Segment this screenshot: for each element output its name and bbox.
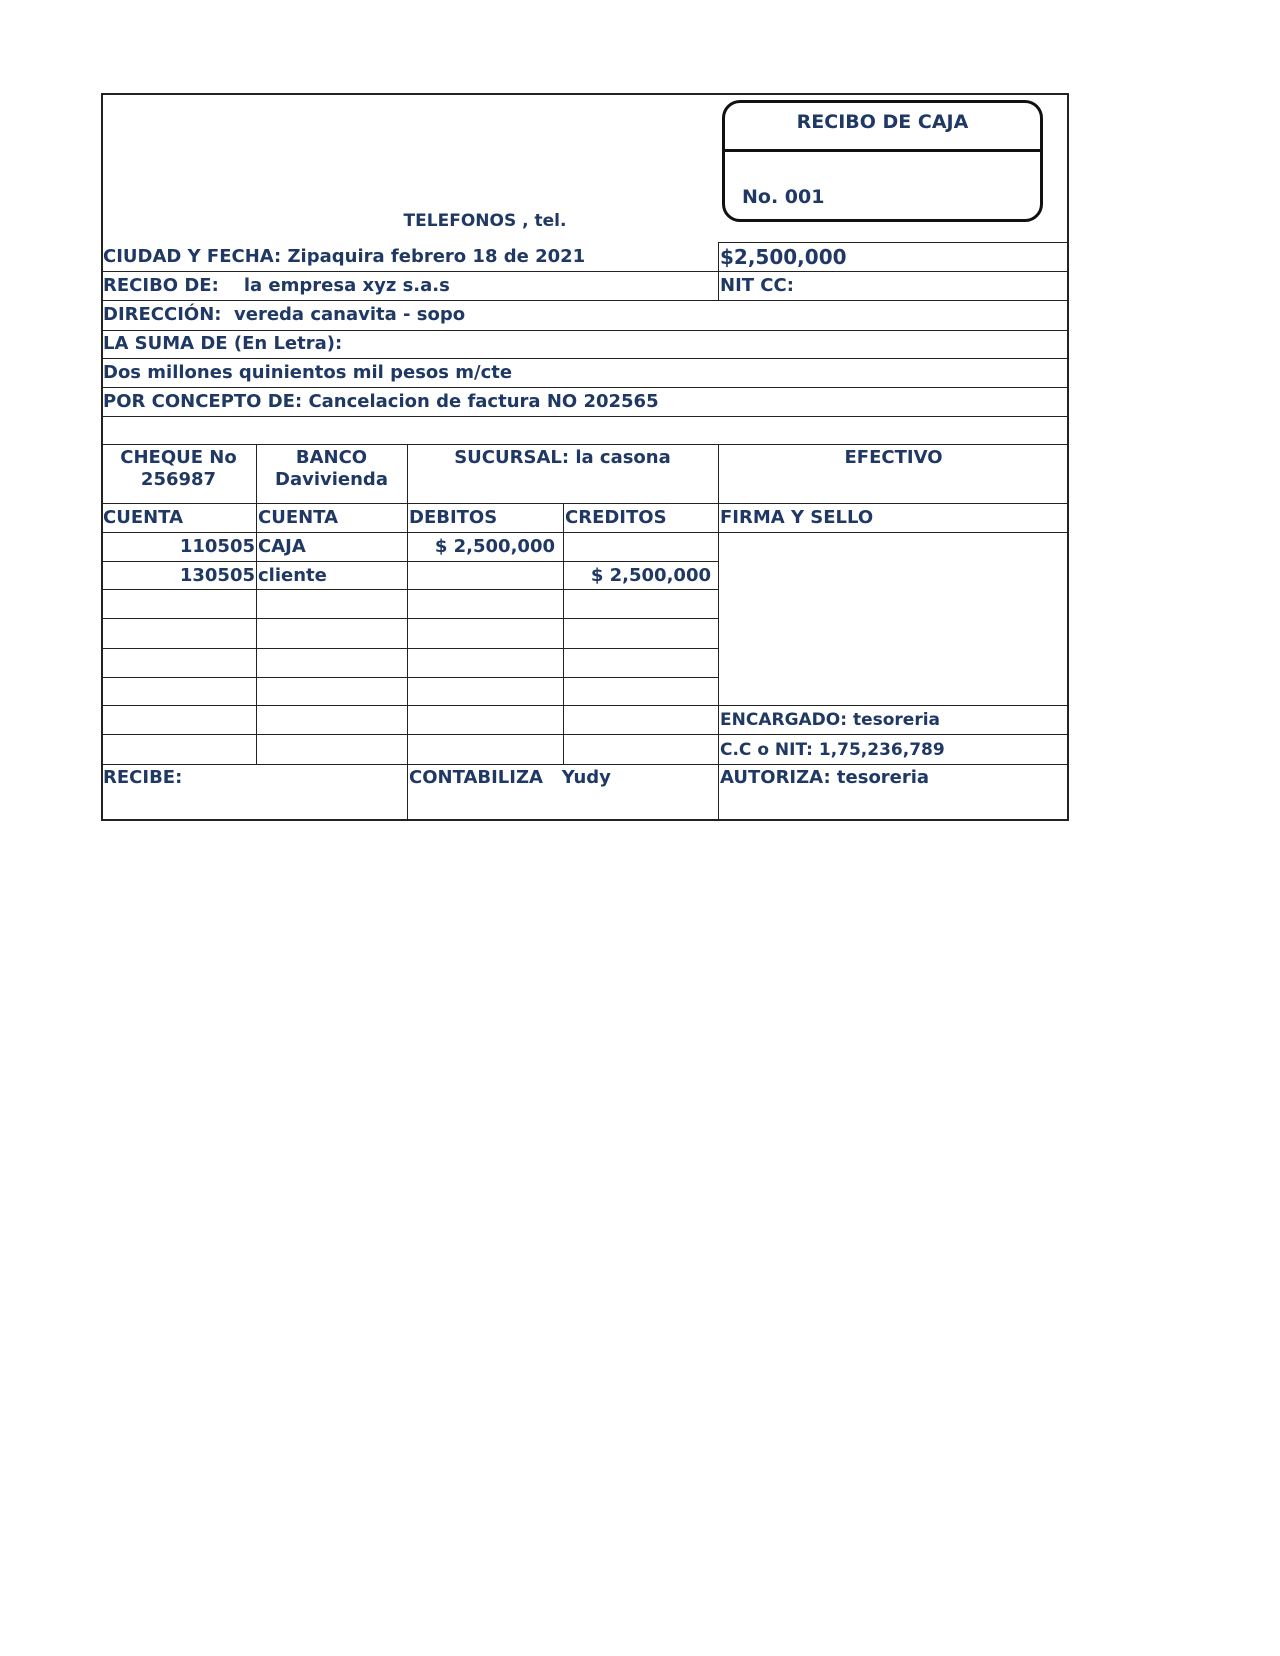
encargado: ENCARGADO: tesoreria: [720, 710, 941, 730]
divider: [101, 444, 1069, 445]
divider: [101, 330, 1069, 331]
row-code: 130505: [179, 565, 255, 586]
ciudad-fecha: CIUDAD Y FECHA: Zipaquira febrero 18 de 2021: [103, 246, 586, 267]
header-cuenta-name: CUENTA: [258, 507, 338, 528]
divider: [101, 416, 1069, 417]
contabiliza: CONTABILIZA Yudy: [409, 767, 611, 788]
autoriza: AUTORIZA: tesoreria: [720, 767, 930, 788]
divider: [101, 503, 1069, 504]
divider: [101, 618, 718, 619]
divider: [101, 589, 718, 590]
header-cuenta-code: CUENTA: [103, 507, 183, 528]
recibe: RECIBE:: [103, 767, 183, 788]
phones: TELEFONOS , tel.: [403, 211, 567, 231]
divider: [101, 677, 718, 678]
divider: [101, 705, 1069, 706]
divider: [101, 271, 1069, 272]
concepto: POR CONCEPTO DE: Cancelacion de factura NO 202565: [103, 391, 659, 412]
row-code: 110505: [179, 536, 255, 557]
efectivo: EFECTIVO: [844, 447, 943, 468]
divider: [101, 300, 1069, 301]
divider: [256, 444, 257, 764]
suma-letras: Dos millones quinientos mil pesos m/cte: [103, 362, 513, 383]
direccion: DIRECCIÓN: vereda canavita - sopo: [103, 304, 466, 325]
row-name: cliente: [258, 565, 327, 586]
cc-nit: C.C o NIT: 1,75,236,789: [720, 740, 945, 760]
divider: [563, 503, 564, 764]
recibo-de: RECIBO DE: la empresa xyz s.a.s: [103, 275, 450, 296]
box-divider: [722, 149, 1043, 152]
receipt-number: No. 001: [742, 186, 825, 208]
amount: $2,500,000: [720, 245, 847, 269]
suma-label: LA SUMA DE (En Letra):: [103, 333, 343, 354]
divider: [718, 242, 1069, 243]
divider: [718, 444, 719, 821]
banco: Davivienda: [275, 469, 388, 490]
divider: [718, 242, 719, 300]
header-debitos: DEBITOS: [409, 507, 498, 528]
cheque-number: 256987: [140, 469, 217, 490]
header-firma-sello: FIRMA Y SELLO: [720, 507, 874, 528]
header-creditos: CREDITOS: [565, 507, 667, 528]
sucursal: SUCURSAL: la casona: [454, 447, 671, 468]
divider: [101, 764, 1069, 765]
divider: [101, 532, 1069, 533]
divider: [101, 648, 718, 649]
banco-label: BANCO: [295, 447, 368, 468]
divider: [101, 561, 718, 562]
divider: [407, 444, 408, 821]
row-credit: $ 2,500,000: [590, 565, 711, 586]
divider: [101, 734, 1069, 735]
divider: [101, 387, 1069, 388]
nit-cc: NIT CC:: [720, 275, 794, 296]
row-name: CAJA: [258, 536, 306, 557]
cheque-label: CHEQUE No: [120, 447, 237, 468]
divider: [101, 358, 1069, 359]
row-debit: $ 2,500,000: [434, 536, 555, 557]
receipt-title: RECIBO DE CAJA: [796, 111, 969, 133]
